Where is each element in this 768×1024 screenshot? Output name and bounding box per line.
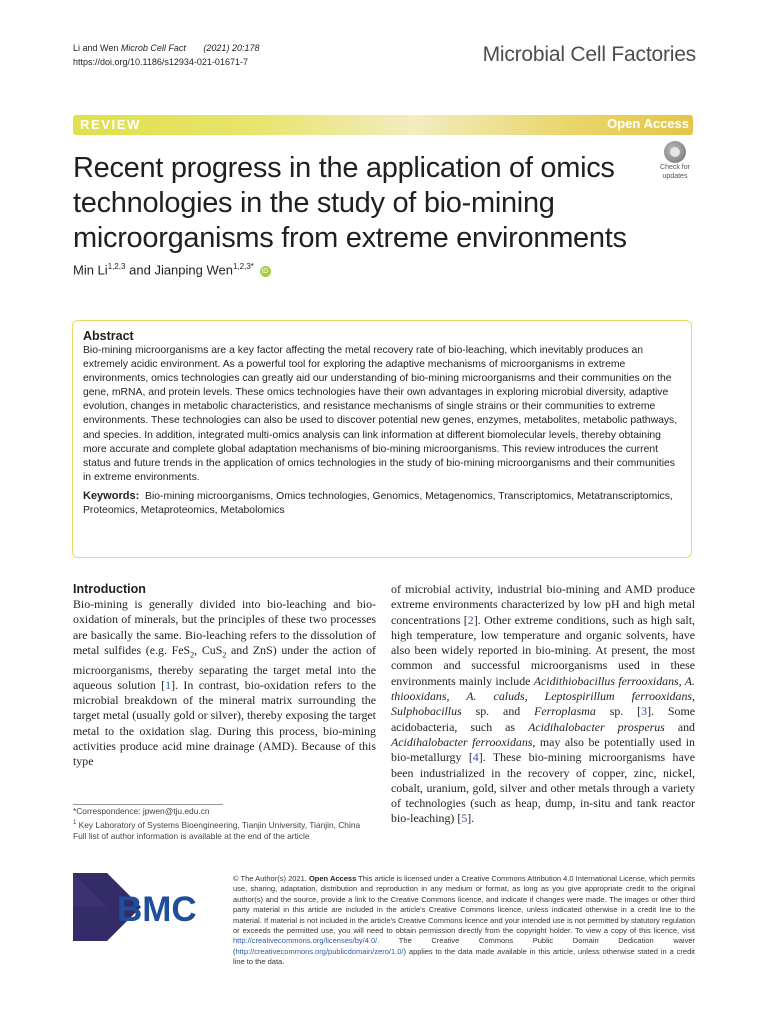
affiliation-text: Key Laboratory of Systems Bioengineering, Tianjin University, Tianjin, China — [76, 819, 361, 830]
badge-line-1: Check for — [660, 164, 690, 171]
citation-journal: Microb Cell Fact — [120, 43, 186, 53]
check-for-updates-badge[interactable] — [655, 141, 695, 179]
license-open-access: Open Access — [308, 874, 357, 883]
footnotes — [73, 806, 373, 842]
text-run: Bio-mining is generally divided into bio-leaching and bio-oxidation of minerals, but the principles of these two processes are basically the same. Bio-leaching refers to the dissolution of metal sulfides (e.g. FeS — [73, 597, 376, 657]
section-heading-introduction: Introduction — [73, 582, 146, 596]
reference-link[interactable]: 3 — [641, 704, 648, 719]
text-run: of microbial activity, industrial bio-mining and AMD produce extreme environments characterized by low pH and high metal concentrations [ — [391, 582, 695, 627]
journal-name: Microbial Cell Factories — [482, 43, 696, 66]
author-info-note: Full list of author information is available at the end of the article — [73, 830, 310, 841]
author-affiliation: 1,2,3 — [107, 262, 126, 271]
text-run: ]. In contrast, bio-oxidation refers to the microbial breakdown of the mineral matrix surrounding the target metal (usually gold or silver), thereby exposing the target metal to the oxidation slag. During this process, bio-mining activities produce acid mine drainage (AMD). Because of this type — [73, 677, 376, 769]
body-column-left — [73, 582, 376, 770]
subscript: 2 — [190, 650, 195, 660]
license-link[interactable]: http://creativecommons.org/licenses/by/4.0/ — [233, 936, 378, 946]
reference-link[interactable]: 4 — [472, 750, 479, 765]
abstract-heading: Abstract — [83, 329, 134, 343]
badge-line-2: updates — [662, 173, 688, 180]
paragraph — [73, 597, 376, 770]
text-run: , CuS — [194, 642, 223, 657]
text-run: and ZnS) under the action of microorganisms, thereby separating the target metal into the aqueous solution [ — [73, 642, 377, 692]
public-domain-link[interactable]: http://creativecommons.org/publicdomain/zero/1.0/ — [235, 946, 404, 956]
abstract-text: Bio-mining microorganisms are a key factor affecting the metal recovery rate of bio-leaching, which inevitably produces an extremely acidic environment. As a powerful tool for exploring the adaptive mechanisms of microorganisms in extreme environments, omics technologies can greatly aid our understanding of bio-mining microorganisms and their communities on the gene, mRNA, and protein levels. These omics technologies have their own advantages in exploring microbial diversity, adaptive evolution, changes in metabolic characteristics, and resistance mechanisms of single strains or their communities to extreme environments. These technologies can also be used to discover potential new genes, enzymes, metabolites, metabolic pathways, and species. In addition, integrated multi-omics analysis can link information at different biomolecular levels, thereby obtaining more accurate and complete global adaptation mechanisms of bio-mining microorganisms. This review introduces the current status and future trends in the application of omics technologies in the study of bio-mining microorganisms and their communities in extreme environments. — [83, 345, 678, 483]
author-name[interactable]: Min Li — [73, 262, 108, 278]
license-body: ) applies to the data made available in this article, unless otherwise stated in a credit line to the data. — [233, 946, 695, 967]
affiliation — [73, 818, 373, 831]
license-body: . The Creative Commons Public Domain Dedication waiver ( — [233, 936, 695, 956]
paragraph — [391, 582, 695, 827]
license-text — [233, 874, 695, 968]
text-run: sp. and — [461, 704, 535, 719]
article-title: Recent progress in the application of omics technologies in the study of bio-mining microorganisms from extreme environments — [73, 152, 627, 254]
subscript: 2 — [222, 650, 227, 660]
body-column-right — [391, 582, 695, 827]
text-run: ]. Other extreme conditions, such as high salt, high temperature, low temperature and organic solvents, have also been widely reported in bio-mining. At present, the most common and successful microorganisms used in these environments mainly include — [391, 612, 695, 688]
author-name[interactable]: Jianping Wen — [154, 262, 233, 278]
bmc-logo — [73, 873, 214, 941]
article-type-banner — [73, 115, 693, 135]
species-name: Acidihalobacter prosperus — [528, 719, 665, 734]
affiliation-number: 1 — [73, 819, 77, 826]
author-conjunction: and — [129, 262, 151, 278]
citation-block — [73, 41, 259, 69]
reference-link[interactable]: 1 — [165, 677, 172, 692]
correspondence: *Correspondence: jpwen@tju.edu.cn — [73, 806, 210, 816]
species-name: Acidithiobacillus ferrooxidans, A. thiooxidans, A. caluds, Leptospirillum ferrooxidans, Sulphobacillus — [391, 673, 696, 719]
text-run: sp. [ — [595, 704, 642, 719]
reference-link[interactable]: 5 — [461, 811, 468, 826]
species-name: Ferroplasma — [534, 704, 596, 719]
text-run: ]. Some acidobacteria, such as — [391, 704, 695, 734]
text-run: ]. These bio-mining microorganisms have been industrialized in the recovery of copper, zinc, nickel, cobalt, uranium, gold, silver and other metals through a variety of technologies (such as heap, dump, in-situ and tank reactor bio-leaching) [ — [391, 750, 695, 826]
abstract-box — [72, 320, 692, 558]
keywords-list: Bio-mining microorganisms, Omics technologies, Genomics, Metagenomics, Transcriptomics, Metatranscriptomics, Proteomics, Metaproteomics, Metabolomics — [83, 490, 673, 517]
keywords — [83, 489, 681, 518]
license-copyright: © The Author(s) 2021. — [233, 874, 309, 883]
author-list — [73, 262, 271, 277]
footnote-divider — [73, 804, 223, 805]
crossmark-icon — [664, 141, 686, 163]
citation-authors: Li and Wen — [73, 43, 119, 53]
citation-year-volume: (2021) 20:178 — [203, 43, 260, 53]
doi-link[interactable]: https://doi.org/10.1186/s12934-021-01671-7 — [73, 57, 248, 67]
orcid-icon[interactable]: iD — [260, 266, 271, 277]
open-access-label: Open Access — [607, 116, 689, 131]
license-body: This article is licensed under a Creative Commons Attribution 4.0 International License, which permits use, sharing, adaptation, distribution and reproduction in any medium or format, as long as you give appropriate credit to the original author(s) and the source, provide a link to the Creative Commons licence, and indicate if changes were made. The images or other third party material in this article are included in the article's Creative Commons licence, unless indicated otherwise in a credit line to the material. If material is not included in the article's Creative Commons licence and your intended use is not permitted by statutory regulation or exceeds the permitted use, you will need to obtain permission directly from the copyright holder. To view a copy of this licence, visit — [233, 874, 695, 936]
article-type-label: REVIEW — [80, 117, 141, 132]
keywords-label: Keywords: — [83, 489, 140, 502]
reference-link[interactable]: 2 — [467, 612, 474, 627]
species-name: Acidihalobacter ferrooxidans — [391, 734, 533, 749]
citation-line — [73, 41, 259, 55]
author-affiliation: 1,2,3* — [232, 262, 254, 271]
text-run: and — [664, 719, 695, 734]
bmc-logo-text: BMC — [117, 890, 197, 929]
text-run: , may also be potentially used in bio-metallurgy [ — [391, 734, 695, 765]
text-run: ]. — [467, 811, 475, 826]
